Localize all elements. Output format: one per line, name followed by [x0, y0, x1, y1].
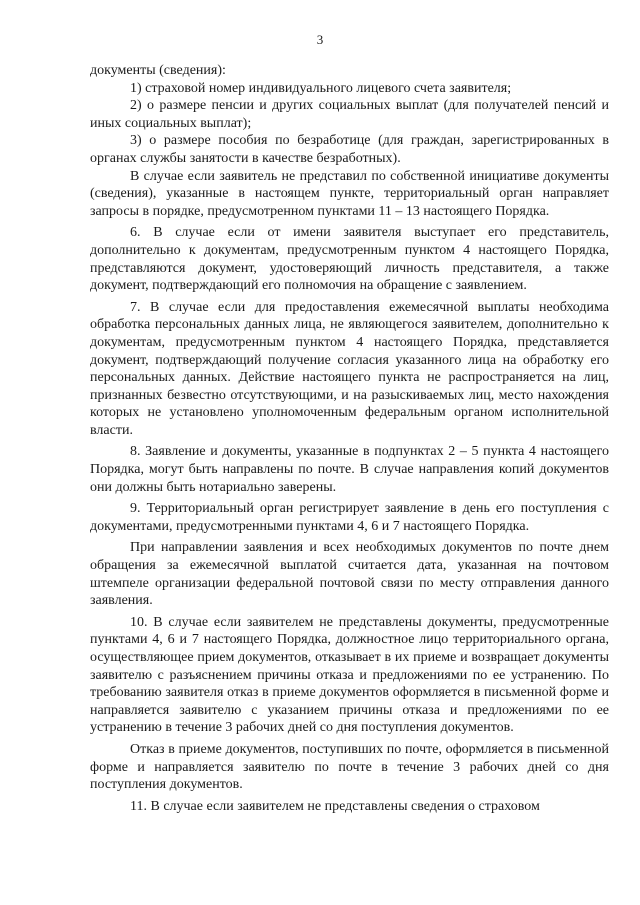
document-body [90, 62, 609, 815]
paragraph-item-1: 1) страховой номер индивидуального лицевого счета заявителя; [130, 80, 512, 96]
paragraph-postal-refusal: Отказ в приеме документов, поступивших по почте, оформляется в письменной форме и направляется заявителю по почте в течение 3 рабочих дней со дня поступления документов. [90, 741, 609, 793]
paragraph-clause-10: 10. В случае если заявителем не представлены документы, предусмотренные пунктами 4, 6 и 7 настоящего Порядка, должностное лицо территориального органа, осуществляющее прием документов, отказывает в их приеме и возвращает документы заявителю с разъяснением причины отказа и предложениями по ее устранению. По требованию заявителя отказ в приеме документов оформляется в письменной форме и направляется заявителю с указанием причины отказа и предложениями по ее устранению в течение 3 рабочих дней со дня поступления документов. [90, 614, 609, 736]
paragraph-own-initiative: В случае если заявитель не представил по собственной инициативе документы (сведения), указанные в настоящем пункте, территориальный орган направляет запросы в порядке, предусмотренном пунктами 11 – 13 настоящего Порядка. [90, 168, 609, 219]
paragraph-clause-11: 11. В случае если заявителем не представлены сведения о страховом [130, 798, 540, 814]
page-number: 3 [316, 32, 324, 47]
paragraph-item-2: 2) о размере пенсии и других социальных выплат (для получателей пенсий и иных социальных выплат); [90, 98, 609, 131]
paragraph-clause-6: 6. В случае если от имени заявителя выступает его представитель, дополнительно к документам, предусмотренным пунктом 4 настоящего Порядка, представляются документ, удостоверяющий личность представителя, а также документ, подтверждающий его полномочия на обращение с заявлением. [90, 225, 609, 294]
paragraph-documents-intro: документы (сведения): [90, 63, 226, 78]
paragraph-postal-submission: При направлении заявления и всех необходимых документов по почте днем обращения за ежемесячной выплатой считается дата, указанная на почтовом штемпеле организации федеральной почтовой связи по месту отправления данного заявления. [90, 540, 609, 609]
paragraph-clause-8: 8. Заявление и документы, указанные в подпунктах 2 – 5 пункта 4 настоящего Порядка, могут быть направлены по почте. В случае направления копий документов они должны быть нотариально заверены. [90, 444, 609, 495]
paragraph-clause-9: 9. Территориальный орган регистрирует заявление в день его поступления с документами, предусмотренными пунктами 4, 6 и 7 настоящего Порядка. [90, 501, 609, 534]
paragraph-item-3: 3) о размере пособия по безработице (для граждан, зарегистрированных в органах службы занятости в качестве безработных). [90, 133, 609, 166]
paragraph-clause-7: 7. В случае если для предоставления ежемесячной выплаты необходима обработка персональных данных лица, не являющегося заявителем, дополнительно к документам, предусмотренным пунктом 4 настоящего Порядка, представляется документ, подтверждающий получение согласия указанного лица на обработку его персональных данных. Действие настоящего пункта не распространяется на лиц, признанных безвестно отсутствующими, и на разыскиваемых лиц, место нахождения которых не установлено уполномоченным федеральным органом исполнительной власти. [90, 299, 609, 438]
